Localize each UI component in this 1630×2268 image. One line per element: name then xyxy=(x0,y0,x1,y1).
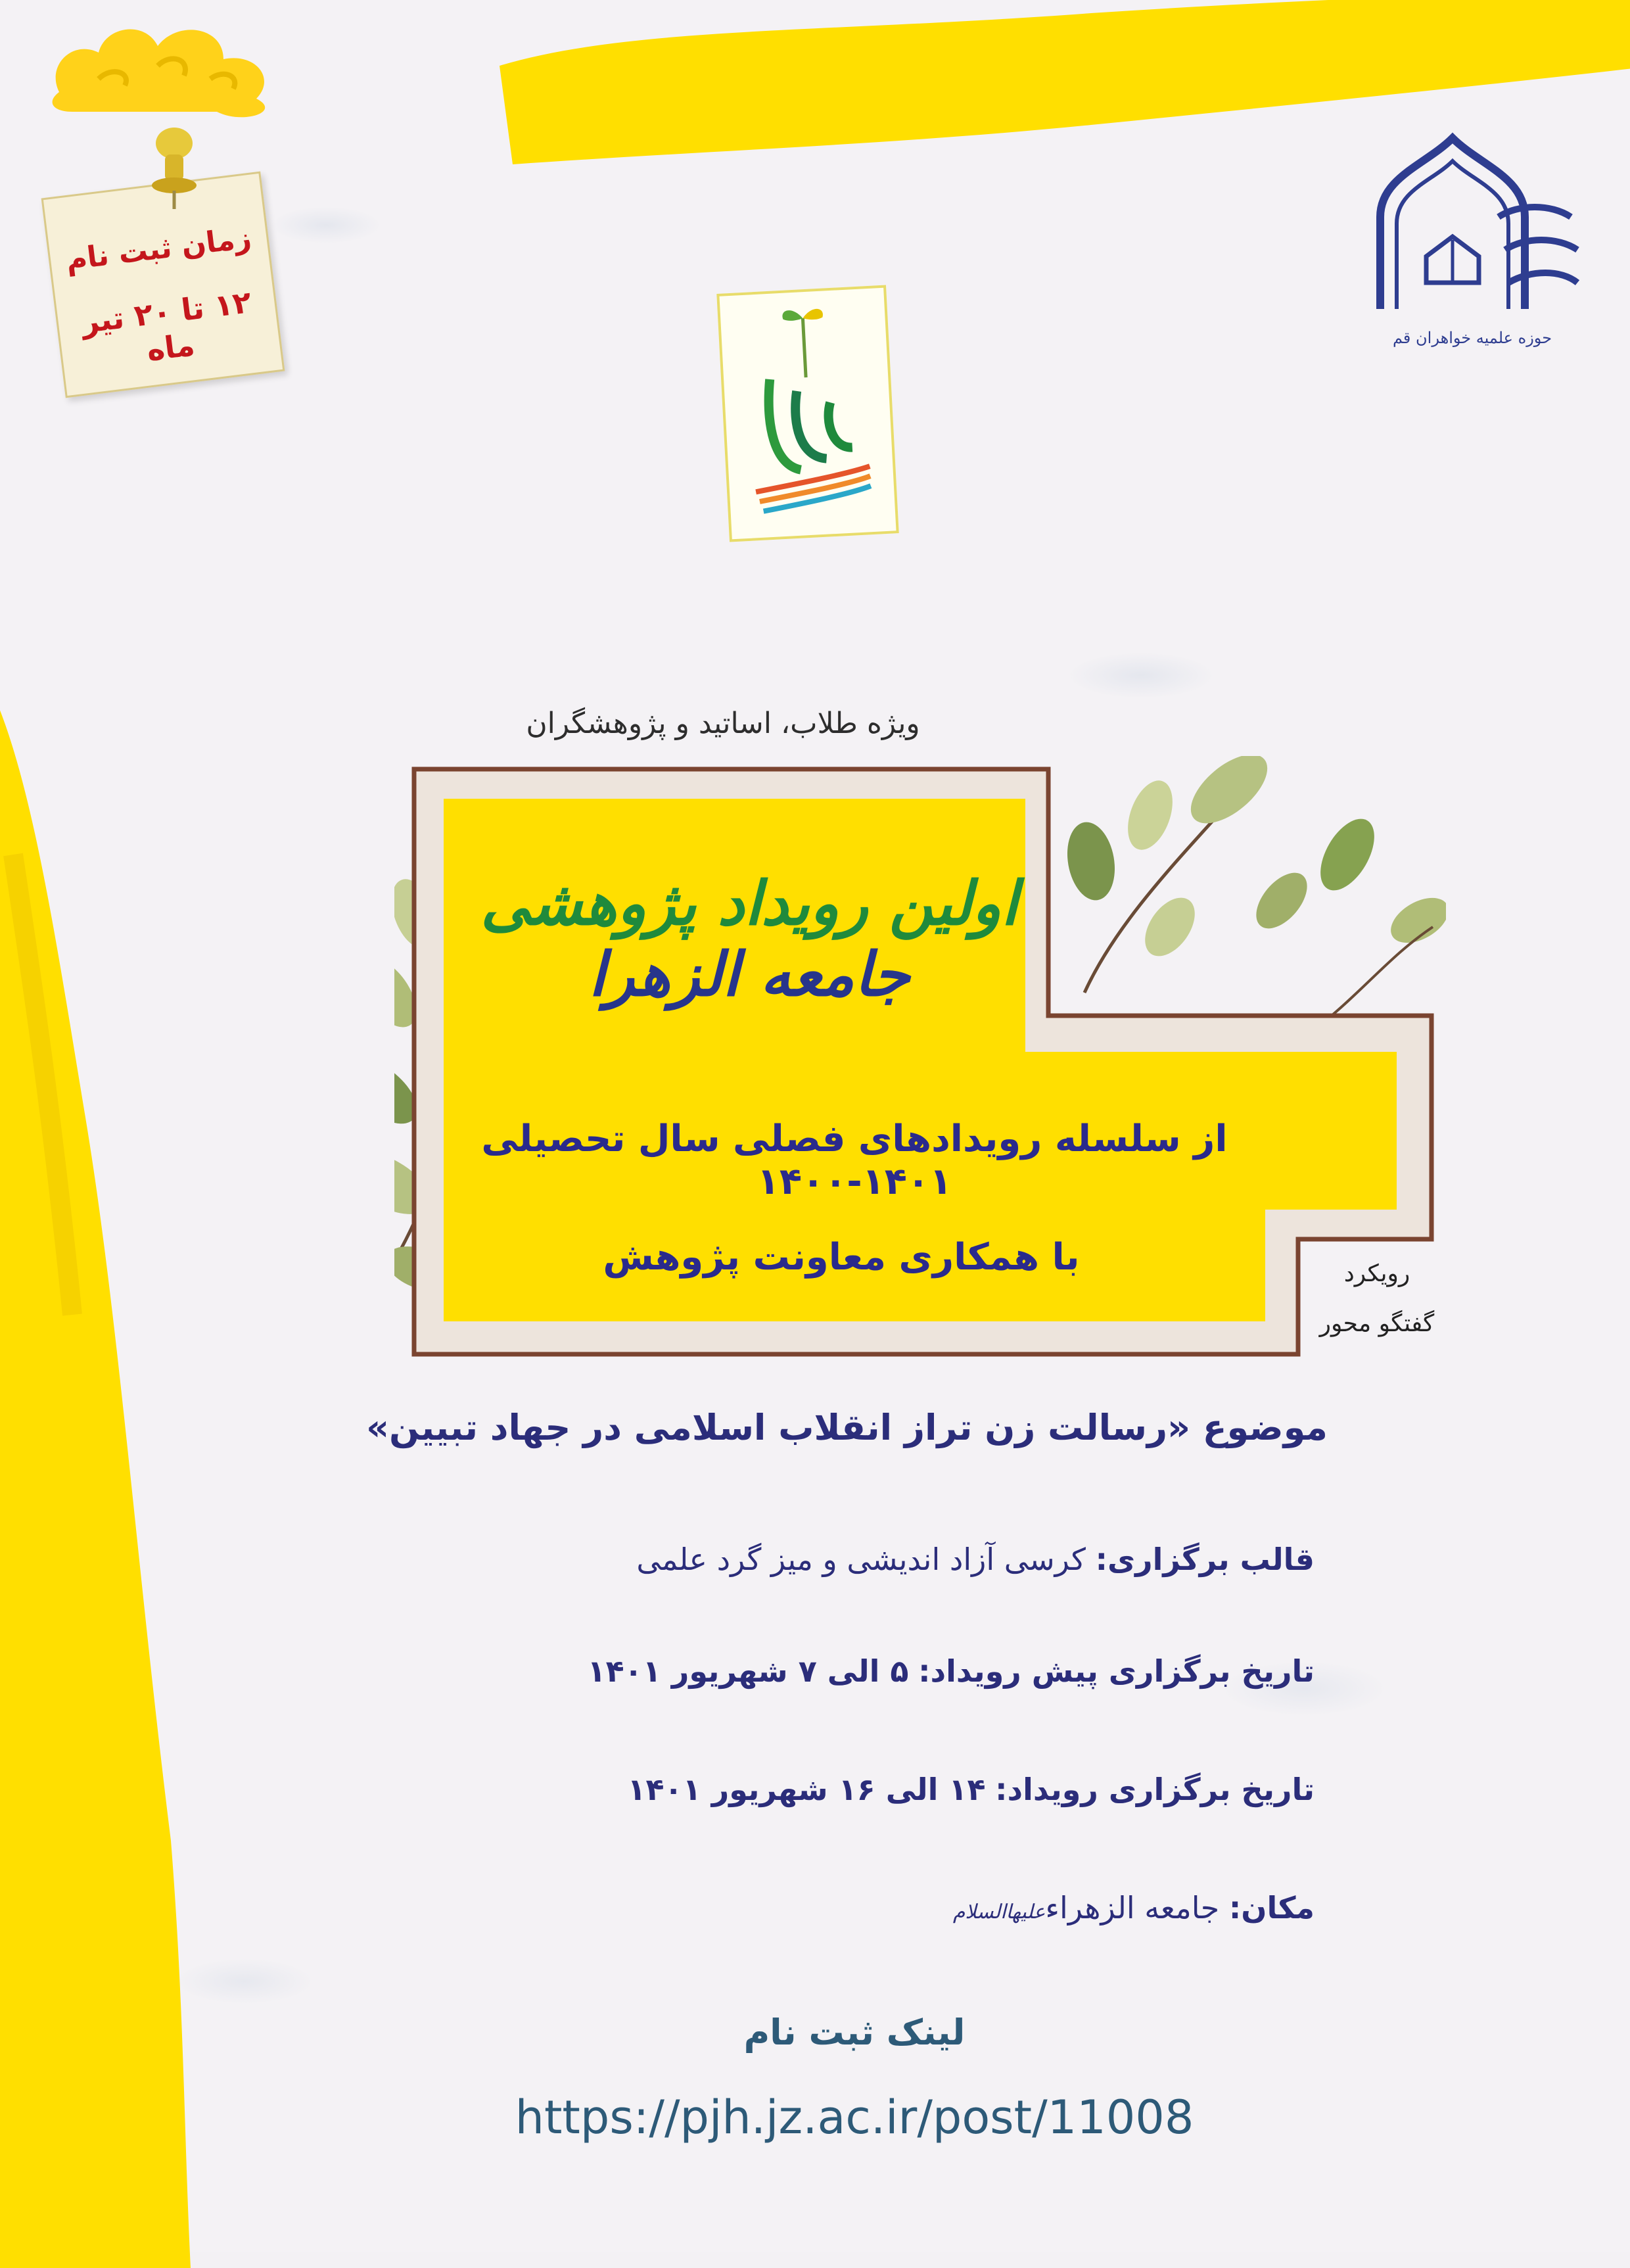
format-line xyxy=(329,1542,1315,1577)
event-date-value: ۱۴ الی ۱۶ شهریور ۱۴۰۱ xyxy=(627,1772,986,1807)
cloud-ornament-icon xyxy=(46,13,283,125)
format-value: کرسی آزاد اندیشی و میز گرد علمی xyxy=(636,1542,1086,1577)
audience-line: ویژه طلاب، اساتید و پژوهشگران xyxy=(526,707,920,740)
pushpin-icon xyxy=(148,125,200,210)
registration-dates: ۱۲ تا ۲۰ تیر ماه xyxy=(79,284,254,368)
event-cooperation: با همکاری معاونت پژوهش xyxy=(603,1236,1080,1279)
approach-line1: رویکرد xyxy=(1343,1260,1410,1287)
event-title-part2: جامعه الزهرا xyxy=(588,939,910,1010)
place-salutation: علیهاالسلام xyxy=(952,1901,1046,1924)
left-brush-stroke xyxy=(0,657,191,2268)
approach-line2: گفتگو محور xyxy=(1319,1310,1435,1337)
registration-label: زمان ثبت نام xyxy=(64,221,254,277)
approach-label xyxy=(1288,1249,1466,1349)
event-date-label: تاریخ برگزاری رویداد: xyxy=(995,1772,1315,1807)
pre-event-line xyxy=(329,1653,1315,1689)
place-label: مکان: xyxy=(1228,1890,1315,1925)
registration-link-url[interactable]: https://pjh.jz.ac.ir/post/11008 xyxy=(515,2091,1194,2144)
event-date-line xyxy=(329,1772,1315,1807)
format-label: قالب برگزاری: xyxy=(1095,1542,1315,1577)
right-leaves-decoration xyxy=(1061,756,1446,1019)
rooydad-logo xyxy=(716,285,898,542)
event-title xyxy=(447,868,1052,1010)
topic-heading: موضوع «رسالت زن تراز انقلاب اسلامی در جهاد تبیین» xyxy=(366,1407,1328,1448)
event-title-part1: اولین رویداد پژوهشی xyxy=(480,868,1018,939)
pre-event-label: تاریخ برگزاری پیش رویداد: xyxy=(918,1653,1315,1689)
logo-right-caption: حوزه علمیه خواهران قم xyxy=(1392,329,1552,347)
registration-link-title: لینک ثبت نام xyxy=(743,2012,966,2053)
event-series: از سلسله رویدادهای فصلی سال تحصیلی ۱۴۰۱-۱۴۰۰ xyxy=(481,1118,1228,1203)
pre-event-value: ۵ الی ۷ شهریور ۱۴۰۱ xyxy=(587,1653,909,1689)
place-value: جامعه الزهراء xyxy=(1045,1890,1220,1925)
place-line xyxy=(329,1890,1315,1925)
